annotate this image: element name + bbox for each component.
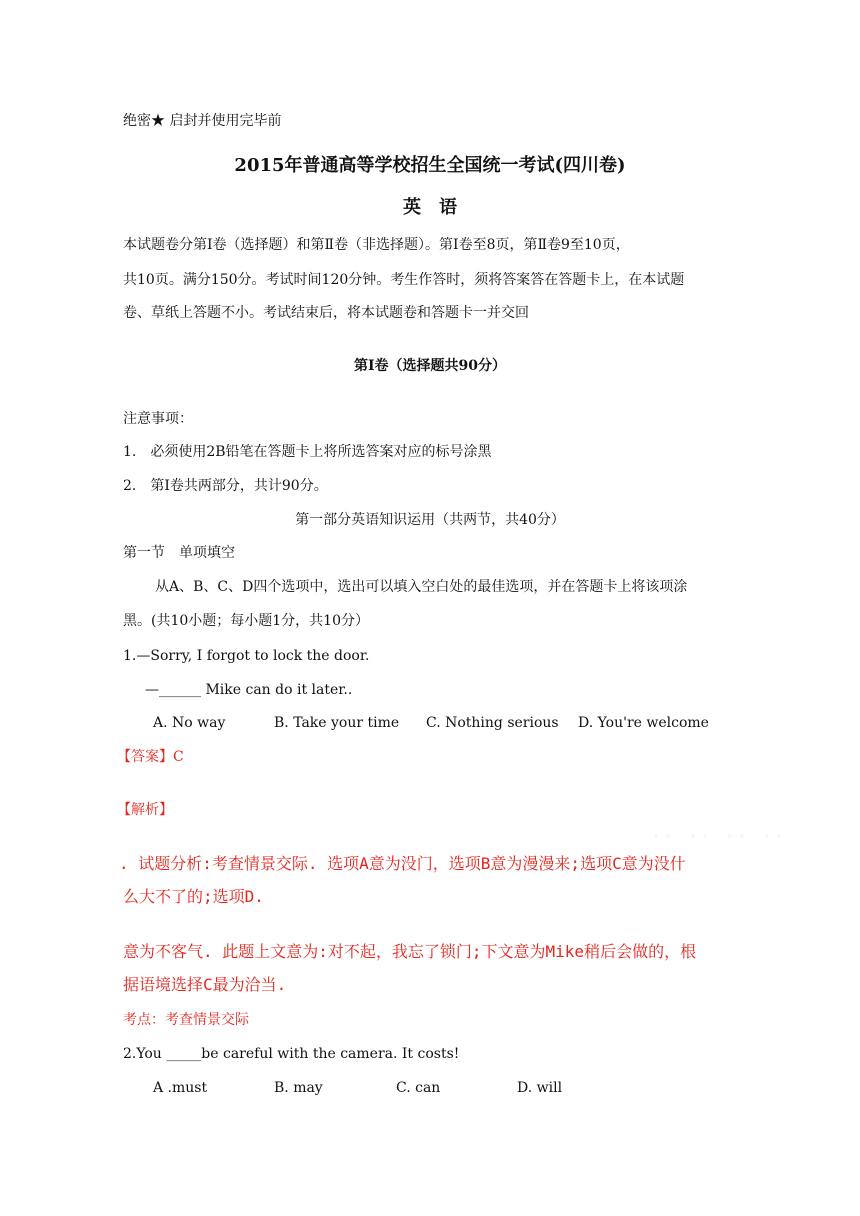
subsection-title: 第一节 单项填空 <box>123 545 235 561</box>
question-2-stem: 2.You _____be careful with the camera. It costs! <box>123 1046 460 1062</box>
question-1-options <box>153 714 709 732</box>
intro-line-3: 卷、草纸上答题不小。考试结束后，将本试题卷和答题卡一并交回 <box>123 305 529 321</box>
analysis-line-3: 意为不客气. 此题上文意为:对不起，我忘了锁门;下文意为Mike稍后会做的，根 <box>123 942 697 961</box>
option-a: A. No way <box>153 715 226 731</box>
option-d: D. will <box>517 1080 563 1096</box>
instructions-line-2: 黑。(共10小题；每小题1分，共10分） <box>123 613 369 629</box>
notice-label: 注意事项： <box>123 411 193 427</box>
analysis-line-1: . 试题分析:考查情景交际. 选项A意为没门，选项B意为漫漫来;选项C意为没什 <box>119 854 686 873</box>
notice-item: 1. 必须使用2B铅笔在答题卡上将所选答案对应的标号涂黑 <box>123 444 492 460</box>
knowledge-point: 考点：考查情景交际 <box>123 1012 249 1028</box>
watermark: ·· ·· ·· ·· <box>652 822 787 852</box>
analysis-label: 【解析】 <box>117 802 173 818</box>
option-c: C. can <box>396 1080 441 1096</box>
intro-line-2: 共10页。满分150分。考试时间120分钟。考生作答时，须将答案答在答题卡上，在本试题 <box>123 272 685 288</box>
section-heading: 第Ⅰ卷（选择题共90分） <box>353 358 507 374</box>
intro-line-1: 本试题卷分第Ⅰ卷（选择题）和第Ⅱ卷（非选择题）。第Ⅰ卷至8页，第Ⅱ卷9至10页， <box>123 237 630 253</box>
instructions-line-1: 从A、B、C、D四个选项中，选出可以填入空白处的最佳选项，并在答题卡上将该项涂 <box>155 579 688 595</box>
option-b: B. Take your time <box>274 715 400 731</box>
confidential-line: 绝密★ 启封并使用完毕前 <box>123 113 282 129</box>
option-c: C. Nothing serious <box>426 715 559 731</box>
part-title: 第一部分英语知识运用（共两节，共40分） <box>295 512 565 528</box>
option-a: A .must <box>153 1080 208 1096</box>
answer-label: 【答案】C <box>117 749 184 765</box>
question-1-blank: —______ Mike can do it later.. <box>145 682 353 698</box>
analysis-line-4: 据语境选择C最为洽当. <box>123 975 287 994</box>
option-b: B. may <box>274 1080 323 1096</box>
exam-title: 2015年普通高等学校招生全国统一考试(四川卷) <box>234 155 626 176</box>
subject-title: 英 语 <box>403 197 457 218</box>
analysis-line-2: 么大不了的;选项D. <box>123 887 264 906</box>
question-1-stem: 1.—Sorry, I forgot to lock the door. <box>123 648 370 664</box>
notice-item: 2. 第Ⅰ卷共两部分，共计90分。 <box>123 478 328 494</box>
question-2-options <box>153 1079 562 1097</box>
option-d: D. You're welcome <box>578 715 709 731</box>
